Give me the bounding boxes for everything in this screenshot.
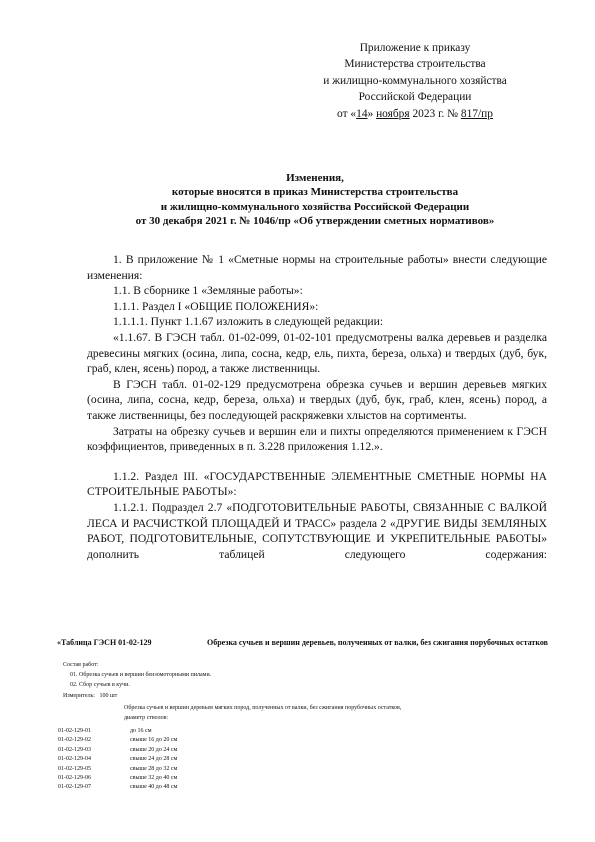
paragraph: 1. В приложение № 1 «Сметные нормы на строительные работы» внести следующие изменения: (87, 253, 547, 282)
paragraph: «1.1.67. В ГЭСН табл. 01-02-099, 01-02-101 предусмотрены валка деревьев и разделка древесины мягких (осина, липа, сосна, кедр, ель, пихта, береза, ольха) и твердых (дуб, бук, граб, клен, ясень) пород, а также лиственницы. (87, 330, 547, 376)
row-code: 01-02-129-03 (58, 746, 91, 753)
row-text: свыше 24 до 28 см (130, 756, 178, 763)
row-text: свыше 40 до 48 см (130, 784, 178, 791)
row-code: 01-02-129-04 (58, 756, 91, 763)
approval-line: Приложение к приказу (359, 42, 471, 54)
table-code: «Таблица ГЭСН 01-02-129 (57, 638, 152, 647)
paragraph: 1.1. В сборнике 1 «Земляные работы»: (113, 284, 303, 298)
unit-value: 100 шт (99, 693, 118, 699)
paragraph: Затраты на обрезку сучьев и вершин ели и пихты определяются применением к ГЭСН коэффициентов, приведенных в п. 3.228 приложения 1.12.». (87, 424, 547, 454)
table-row (58, 727, 358, 736)
row-text: до 16 см (130, 728, 152, 734)
composition-item: 01. Обрезка сучьев и вершин бензомоторными пилами. (70, 672, 212, 678)
row-code: 01-02-129-06 (58, 775, 91, 782)
table-row (58, 755, 358, 764)
approval-month: ноября (376, 107, 410, 120)
unit-line (63, 692, 543, 701)
table-row (58, 783, 358, 792)
table-row (58, 774, 358, 783)
row-code: 01-02-129-02 (58, 737, 91, 744)
approval-line: Министерства строительства (344, 58, 486, 71)
paragraph: 1.1.1.1. Пункт 1.1.67 изложить в следующей редакции: (113, 315, 384, 329)
table-row (58, 765, 358, 774)
row-text: свыше 32 до 40 см (130, 775, 178, 782)
table-row (58, 746, 358, 755)
table-row (58, 736, 358, 745)
row-code: 01-02-129-01 (58, 728, 91, 734)
row-code: 01-02-129-07 (58, 784, 91, 791)
approval-line: Российской Федерации (358, 91, 472, 104)
approval-number: 817/пр (460, 107, 493, 120)
composition-item: 02. Сбор сучьев в кучи. (70, 682, 130, 688)
table-rows (58, 727, 358, 793)
paragraph: 1.1.1. Раздел I «ОБЩИЕ ПОЛОЖЕНИЯ»: (113, 299, 319, 313)
unit-label: Измеритель: (63, 693, 95, 699)
paragraph: В ГЭСН табл. 01-02-129 предусмотрена обрезка сучьев и вершин деревьев мягких (осина, липа, сосна, кедр, береза, ольха) и твердых (дуб, бук, граб, клен, ясень) пород, а также лиственницы, без последующей раскряжевки хлыстов на сортименты. (87, 377, 547, 422)
row-code: 01-02-129-05 (58, 765, 91, 772)
document-body (87, 252, 547, 562)
table-name: Обрезка сучьев и вершин деревьев, полученных от валки, без сжигания порубочных остатков (207, 638, 548, 647)
paragraph: 1.1.2. Раздел III. «ГОСУДАРСТВЕННЫЕ ЭЛЕМЕНТНЫЕ СМЕТНЫЕ НОРМЫ НА СТРОИТЕЛЬНЫЕ РАБОТЫ»: (87, 469, 547, 499)
approval-day: 14 (356, 107, 368, 120)
description-line: Обрезка сучьев и вершин деревьев мягких пород, полученных от валки, без сжигания порубочных остатков, (124, 705, 402, 711)
row-text: свыше 16 до 20 см (130, 737, 178, 744)
composition-label: Состав работ: (63, 662, 99, 668)
description-line: диаметр стволов: (124, 715, 169, 721)
approval-date-line: от «14» ноября 2023 г. № 817/пр (337, 107, 493, 120)
paragraph: 1.1.2.1. Подраздел 2.7 «ПОДГОТОВИТЕЛЬНЫЕ РАБОТЫ, СВЯЗАННЫЕ С ВАЛКОЙ ЛЕСА И РАСЧИСТКОЙ ПЛОЩАДЕЙ И ТРАСС» раздела 2 «ДРУГИЕ ВИДЫ ЗЕМЛЯНЫХ РАБОТ, ПОДГОТОВИТЕЛЬНЫЕ, СОПУТСТВУЮЩИЕ И УКРЕПИТЕЛЬНЫЕ РАБОТЫ» дополнить таблицей следующего содержания: (87, 500, 547, 561)
approval-block (300, 40, 530, 122)
row-text: свыше 20 до 24 см (130, 746, 178, 753)
document-title: Изменения, которые вносятся в приказ Министерства строительства и жилищно-коммунального хозяйства Российской Федерации от 30 декабря 2021 г. № 1046/пр «Об утверждении сметных нормативов» (135, 172, 495, 228)
row-text: свыше 28 до 32 см (130, 765, 178, 772)
approval-line: и жилищно-коммунального хозяйства (323, 74, 507, 87)
